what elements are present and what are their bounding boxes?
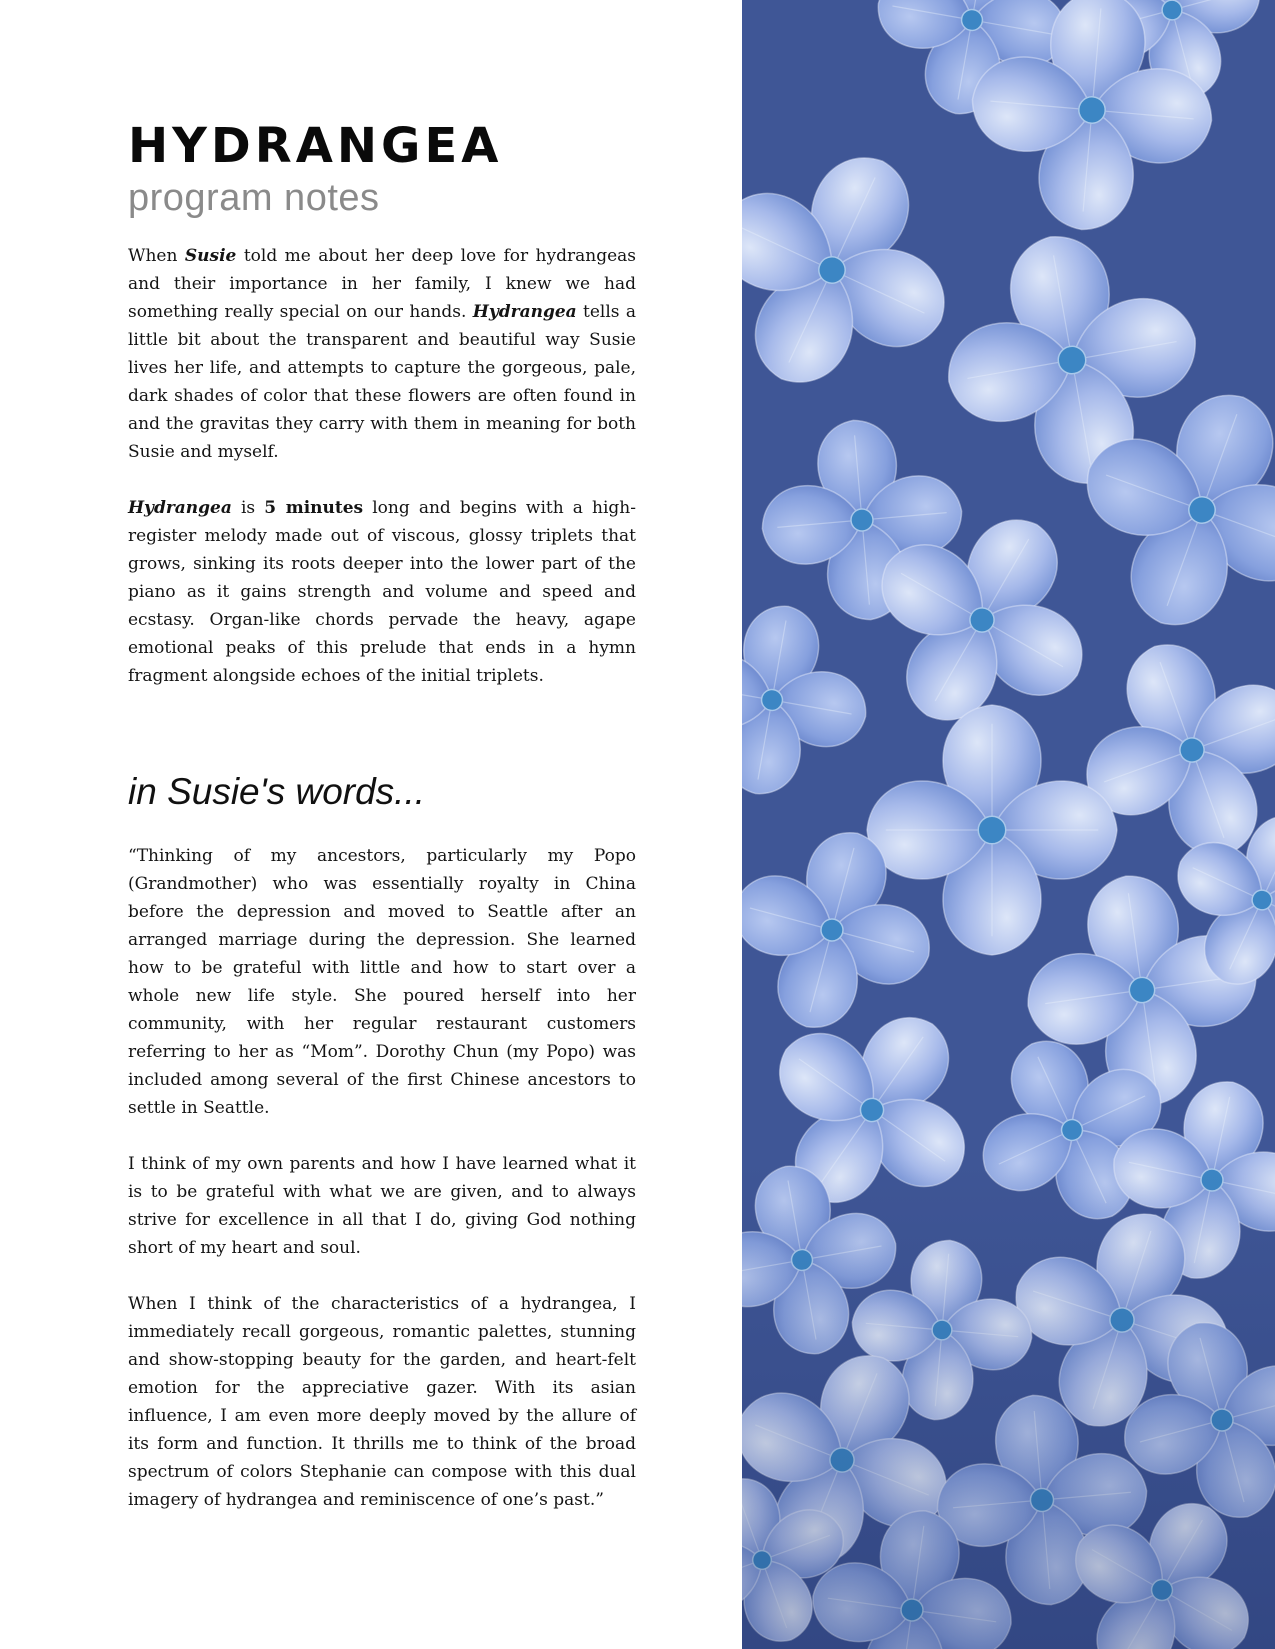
duration-emphasis: 5 minutes [264, 498, 364, 518]
quote-heading: in Susie's words... [128, 771, 426, 812]
hydrangea-photo [742, 0, 1275, 1649]
hydrangea-flowers-image [742, 0, 1275, 1649]
work-title-emphasis: Hydrangea [128, 498, 232, 518]
text-column [128, 118, 636, 1514]
intro-paragraph-2 [128, 494, 636, 690]
name-emphasis: Susie [184, 246, 237, 266]
intro-p2-text-1: is [231, 498, 265, 518]
quote-paragraph-3: When I think of the characteristics of a hydrangea, I immediately recall gorgeous, romantic palettes, stunning and show-stopping beauty for the garden, and heart-felt emotion for the appreciative gazer. With its asian influence, I am even more deeply moved by the allure of its form and function. It thrills me to think of the broad spectrum of colors Stephanie can compose with this dual imagery of hydrangea and reminiscence of one’s past.” [128, 1294, 636, 1510]
intro-p1-text-1: When [128, 246, 185, 266]
page-title: HYDRANGEA [128, 118, 503, 174]
intro-paragraph-1 [128, 242, 636, 466]
intro-p1-text-2: told me about her deep love for hydrangeas and their importance in her family, I knew we had something really special on our hands. [128, 246, 636, 322]
photo-bottom-shade [742, 0, 1275, 1649]
page-subtitle: program notes [128, 177, 380, 219]
work-title-emphasis: Hydrangea [472, 302, 577, 322]
quote-paragraph-2: I think of my own parents and how I have learned what it is to be grateful with what we are given, and to always strive for excellence in all that I do, giving God nothing short of my heart and soul. [128, 1154, 636, 1258]
quote-paragraph-1: “Thinking of my ancestors, particularly my Popo (Grandmother) who was essentially royalty in China before the depression and moved to Seattle after an arranged marriage during the depression. She learned how to be grateful with little and how to start over a whole new life style. She poured herself into her community, with her regular restaurant customers referring to her as “Mom”. Dorothy Chun (my Popo) was included among several of the first Chinese ancestors to settle in Seattle. [128, 846, 636, 1118]
intro-p1-text-3: tells a little bit about the transparent and beautiful way Susie lives her life, and attempts to capture the gorgeous, pale, dark shades of color that these flowers are often found in and the gravitas they carry with them in meaning for both Susie and myself. [128, 302, 636, 462]
intro-p2-text-2: long and begins with a high-register melody made out of viscous, glossy triplets that grows, sinking its roots deeper into the lower part of the piano as it gains strength and volume and speed and ecstasy. Organ-like chords pervade the heavy, agape emotional peaks of this prelude that ends in a hymn fragment alongside echoes of the initial triplets. [128, 498, 637, 686]
